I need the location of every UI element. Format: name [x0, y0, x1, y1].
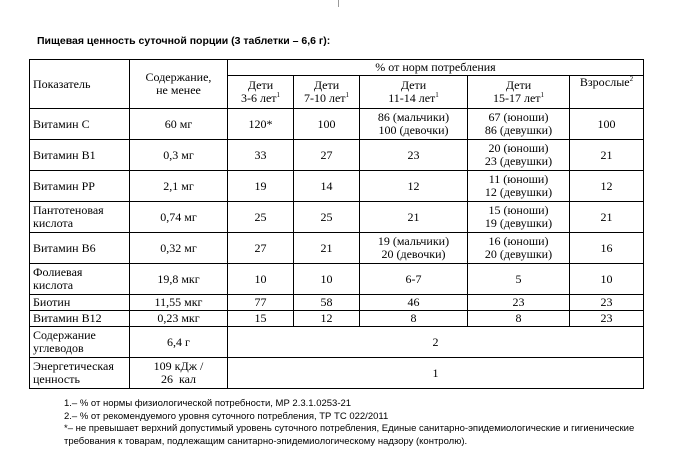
nutrient-name-line: кислота [33, 278, 74, 292]
percent-value-line: 12 (девушки) [484, 185, 553, 199]
percent-value: 58 [294, 295, 360, 311]
nutrient-content: 0,23 мкг [130, 311, 228, 327]
nutrient-name [30, 109, 130, 140]
percent-value-line: 86 (девушки) [484, 123, 553, 137]
header-content-line2: не менее [156, 83, 201, 97]
footnotes [64, 398, 664, 448]
energy-name [30, 358, 130, 389]
percent-value: 25 [294, 202, 360, 233]
header-group-age-text: 7-10 лет [303, 91, 346, 105]
percent-value-line: 19 (девушки) [484, 216, 553, 230]
header-group-age-text: 11-14 лет [388, 91, 436, 105]
top-edge-mark [338, 0, 339, 7]
header-group-age [471, 92, 566, 105]
nutrient-name-line: Витамин С [33, 116, 90, 131]
header-indicator: Показатель [30, 60, 130, 109]
footnote-1: 1.– % от нормы физиологической потребности, МР 2.3.1.0253-21 [64, 398, 352, 409]
header-row [30, 60, 644, 76]
energy-name-line: ценность [33, 372, 80, 386]
percent-value: 23 [468, 295, 570, 311]
nutrient-name-line: Витамин В12 [33, 311, 102, 325]
header-group-4 [570, 76, 644, 109]
percent-value: 27 [228, 233, 294, 264]
carbs-percent: 2 [228, 327, 644, 358]
percent-value [360, 233, 468, 264]
table-row [30, 140, 644, 171]
nutrient-name-line: кислота [33, 216, 74, 230]
header-group-2 [360, 76, 468, 109]
nutrition-table-body [30, 60, 644, 389]
carbs-row [30, 327, 644, 358]
footnote-ref: 1 [435, 91, 439, 99]
percent-value-line: 15 (юноши) [488, 203, 549, 217]
header-percent: % от норм потребления [228, 60, 644, 76]
percent-value: 21 [570, 202, 644, 233]
nutrient-name [30, 171, 130, 202]
percent-value [468, 202, 570, 233]
nutrient-content: 0,74 мг [130, 202, 228, 233]
nutrient-name-line: Витамин В1 [33, 147, 96, 162]
percent-value [468, 140, 570, 171]
percent-value: 15 [228, 311, 294, 327]
percent-value: 8 [468, 311, 570, 327]
nutrient-name-line: Пантотеновая [33, 203, 104, 217]
table-row [30, 202, 644, 233]
header-content-line1: Содержание, [145, 70, 212, 84]
percent-value: 12 [570, 171, 644, 202]
nutrient-name [30, 233, 130, 264]
header-group-title: Дети [400, 78, 427, 92]
percent-value-line: 20 (юноши) [488, 141, 549, 155]
percent-value-line: 86 (мальчики) [377, 110, 450, 124]
nutrient-content: 2,1 мг [130, 171, 228, 202]
percent-value-line: 16 (юноши) [488, 234, 549, 248]
nutrient-content: 0,32 мг [130, 233, 228, 264]
nutrient-name-line: Биотин [33, 295, 71, 309]
percent-value: 10 [228, 264, 294, 295]
footnote-ref: 2 [629, 75, 634, 83]
header-group-age-text: 3-6 лет [240, 91, 277, 105]
footnote-2: 2.– % от рекомендуемого уровня суточного потребления, ТР ТС 022/2011 [64, 410, 389, 422]
percent-value-line: 100 (девочки) [378, 123, 449, 137]
percent-value: 19 [228, 171, 294, 202]
carbs-name-line: углеводов [33, 341, 84, 355]
header-group-3 [468, 76, 570, 109]
percent-value: 25 [228, 202, 294, 233]
percent-value: 23 [360, 140, 468, 171]
energy-content [130, 358, 228, 389]
header-group-age [297, 92, 356, 105]
header-group-0 [228, 76, 294, 109]
energy-content-line1: 109 кДж / [153, 359, 204, 373]
footnote-3: *– не превышает верхний допустимый уровень суточного потребления, Единые санитарно-эпидемиологические и гигиенические требования к товарам, подлежащим санитарно-эпидемиологическому надзору (контролю). [64, 423, 635, 447]
percent-value: 21 [294, 233, 360, 264]
percent-value: 10 [294, 264, 360, 295]
percent-value: 16 [570, 233, 644, 264]
energy-content-line2: 26 кал [160, 372, 197, 386]
header-group-age [363, 92, 464, 105]
percent-value: 100 [294, 109, 360, 140]
header-content [130, 60, 228, 109]
percent-value-line: 19 (мальчики) [377, 234, 450, 248]
nutrient-name-line: Фолиевая [33, 265, 83, 279]
energy-row [30, 358, 644, 389]
header-group-1 [294, 76, 360, 109]
percent-value [360, 109, 468, 140]
percent-value: 10 [570, 264, 644, 295]
percent-value: 5 [468, 264, 570, 295]
percent-value: 21 [570, 140, 644, 171]
percent-value: 100 [570, 109, 644, 140]
nutrient-name [30, 311, 130, 327]
nutrient-name [30, 202, 130, 233]
carbs-name-line: Содержание [33, 328, 96, 342]
nutrition-table [29, 59, 644, 389]
percent-value [468, 109, 570, 140]
nutrient-content: 19,8 мкг [130, 264, 228, 295]
percent-value: 27 [294, 140, 360, 171]
header-group-title: Дети [505, 78, 532, 92]
percent-value-line: 20 (девочки) [381, 247, 446, 261]
carbs-name [30, 327, 130, 358]
document-title: Пищевая ценность суточной порции (3 таблетки – 6,6 г): [37, 35, 331, 47]
percent-value: 12 [360, 171, 468, 202]
footnote-ref: 1 [345, 91, 350, 99]
percent-value: 33 [228, 140, 294, 171]
table-row [30, 295, 644, 311]
percent-value [468, 171, 570, 202]
percent-value: 8 [360, 311, 468, 327]
nutrient-content: 0,3 мг [130, 140, 228, 171]
percent-value: 6-7 [360, 264, 468, 295]
header-group-title: Взрослые [579, 75, 630, 89]
header-group-title: Дети [313, 78, 340, 92]
percent-value: 77 [228, 295, 294, 311]
nutrient-content: 11,55 мкг [130, 295, 228, 311]
percent-value: 12 [294, 311, 360, 327]
header-group-age [231, 92, 290, 105]
percent-value: 21 [360, 202, 468, 233]
header-group-title: Дети [247, 78, 274, 92]
energy-percent: 1 [228, 358, 644, 389]
header-group-age-text: 15-17 лет [492, 91, 541, 105]
footnote-ref: 1 [276, 91, 281, 99]
table-row [30, 171, 644, 202]
table-row [30, 109, 644, 140]
percent-value-line: 20 (девушки) [484, 247, 553, 261]
percent-value-line: 23 (девушки) [484, 154, 553, 168]
nutrient-name [30, 295, 130, 311]
percent-value-line: 11 (юноши) [488, 172, 549, 186]
footnote-ref: 1 [540, 91, 545, 99]
percent-value: 23 [570, 295, 644, 311]
table-row [30, 233, 644, 264]
nutrient-name [30, 140, 130, 171]
table-row [30, 311, 644, 327]
percent-value [468, 233, 570, 264]
nutrient-content: 60 мг [130, 109, 228, 140]
nutrient-name-line: Витамин В6 [33, 240, 96, 255]
nutrient-name-line: Витамин РР [33, 178, 95, 193]
percent-value: 120* [228, 109, 294, 140]
carbs-content: 6,4 г [130, 327, 228, 358]
percent-value: 14 [294, 171, 360, 202]
percent-value: 23 [570, 311, 644, 327]
energy-name-line: Энергетическая [33, 359, 114, 373]
percent-value-line: 67 (юноши) [488, 110, 549, 124]
table-row [30, 264, 644, 295]
nutrient-name [30, 264, 130, 295]
percent-value: 46 [360, 295, 468, 311]
